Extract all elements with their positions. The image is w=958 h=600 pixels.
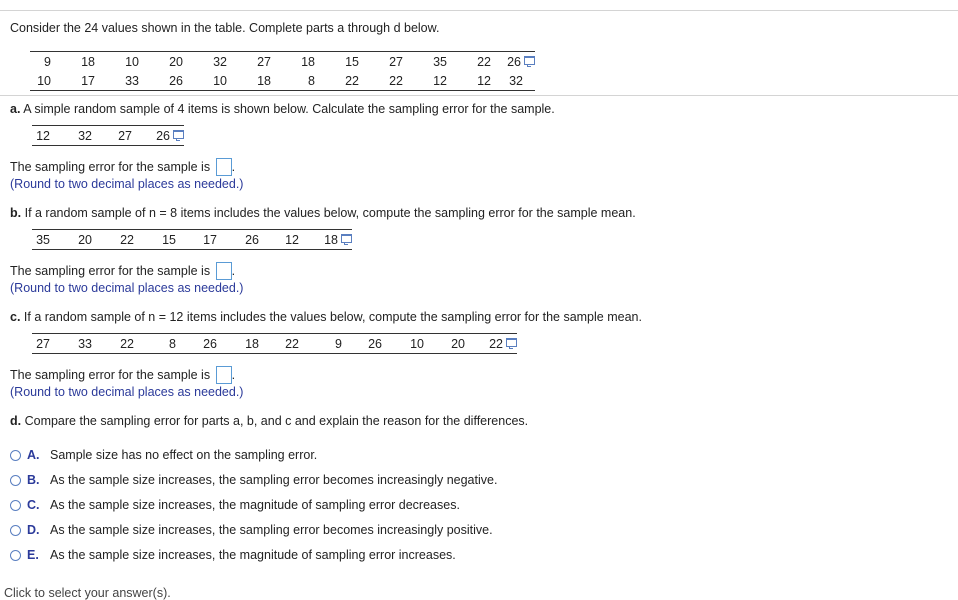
table-cell-value: 26 bbox=[507, 54, 521, 69]
part-b-rounding-note: (Round to two decimal places as needed.) bbox=[10, 281, 244, 295]
table-cell: 12 bbox=[259, 230, 299, 250]
part-a-answer-suffix: . bbox=[231, 160, 236, 174]
table-cell: 22 bbox=[359, 71, 403, 91]
part-c-answer-prompt: The sampling error for the sample is bbox=[10, 368, 211, 382]
option-letter: B. bbox=[27, 473, 40, 487]
table-cell: 20 bbox=[424, 334, 465, 354]
table-cell: 22 bbox=[92, 334, 134, 354]
part-b-sample-table bbox=[32, 229, 352, 250]
option-c[interactable] bbox=[10, 496, 460, 514]
table-cell: 22 bbox=[315, 71, 359, 91]
part-a-rounding-note: (Round to two decimal places as needed.) bbox=[10, 177, 244, 191]
part-a-answer-prompt: The sampling error for the sample is bbox=[10, 160, 211, 174]
option-d[interactable] bbox=[10, 521, 493, 539]
option-text: As the sample size increases, the sampling error becomes increasingly positive. bbox=[50, 523, 493, 537]
table-cell: 27 bbox=[227, 52, 271, 72]
option-text: Sample size has no effect on the sampling error. bbox=[50, 448, 318, 462]
part-b-answer-input[interactable] bbox=[216, 262, 232, 280]
copy-data-icon[interactable] bbox=[524, 56, 535, 65]
table-cell: 27 bbox=[92, 126, 132, 146]
part-d-question bbox=[10, 414, 528, 428]
part-c-answer-line bbox=[10, 366, 235, 384]
option-letter: C. bbox=[27, 498, 40, 512]
table-cell: 10 bbox=[382, 334, 424, 354]
part-a-label: a. bbox=[10, 102, 21, 116]
table-cell: 17 bbox=[176, 230, 217, 250]
table-cell: 33 bbox=[50, 334, 92, 354]
table-cell bbox=[465, 334, 517, 354]
copy-data-icon[interactable] bbox=[341, 234, 352, 243]
option-e[interactable] bbox=[10, 546, 456, 564]
table-cell bbox=[132, 126, 184, 146]
option-a[interactable] bbox=[10, 446, 317, 464]
table-cell: 22 bbox=[447, 52, 491, 72]
top-divider bbox=[0, 10, 958, 11]
table-cell: 8 bbox=[134, 334, 176, 354]
option-text: As the sample size increases, the magnitude of sampling error increases. bbox=[50, 548, 456, 562]
table-cell: 26 bbox=[217, 230, 259, 250]
part-d-label: d. bbox=[10, 414, 22, 428]
part-c-question bbox=[10, 310, 642, 324]
table-cell: 18 bbox=[51, 52, 95, 72]
table-cell: 22 bbox=[92, 230, 134, 250]
part-b-label: b. bbox=[10, 206, 22, 220]
table-row bbox=[32, 126, 184, 146]
table-cell: 12 bbox=[447, 71, 491, 91]
table-cell: 32 bbox=[491, 71, 535, 91]
table-cell-value: 18 bbox=[324, 232, 338, 247]
part-c-answer-input[interactable] bbox=[216, 366, 232, 384]
option-text: As the sample size increases, the sampling error becomes increasingly negative. bbox=[50, 473, 498, 487]
radio-button[interactable] bbox=[10, 450, 21, 461]
copy-data-icon[interactable] bbox=[506, 338, 517, 347]
part-b-question bbox=[10, 206, 636, 220]
table-cell-value: 22 bbox=[489, 336, 503, 351]
part-d-question-text: Compare the sampling error for parts a, b, and c and explain the reason for the differences. bbox=[24, 414, 529, 428]
option-b[interactable] bbox=[10, 471, 497, 489]
table-cell: 8 bbox=[271, 71, 315, 91]
part-a-sample-table bbox=[32, 125, 184, 146]
radio-button[interactable] bbox=[10, 500, 21, 511]
table-cell: 17 bbox=[51, 71, 95, 91]
table-cell: 15 bbox=[134, 230, 176, 250]
part-c-answer-suffix: . bbox=[231, 368, 236, 382]
table-cell: 20 bbox=[50, 230, 92, 250]
table-cell: 18 bbox=[227, 71, 271, 91]
part-c-label: c. bbox=[10, 310, 21, 324]
radio-button[interactable] bbox=[10, 475, 21, 486]
part-a-answer-line bbox=[10, 158, 235, 176]
table-cell: 10 bbox=[183, 71, 227, 91]
table-cell: 35 bbox=[403, 52, 447, 72]
table-cell: 33 bbox=[95, 71, 139, 91]
table-cell bbox=[491, 52, 535, 72]
section-divider bbox=[0, 95, 958, 96]
intro-text: Consider the 24 values shown in the table. Complete parts a through d below. bbox=[10, 21, 440, 35]
table-row bbox=[32, 334, 517, 354]
radio-button[interactable] bbox=[10, 550, 21, 561]
table-cell bbox=[299, 230, 352, 250]
table-row bbox=[30, 52, 535, 72]
table-cell: 9 bbox=[299, 334, 342, 354]
table-cell-value: 26 bbox=[156, 128, 170, 143]
option-letter: D. bbox=[27, 523, 40, 537]
copy-data-icon[interactable] bbox=[173, 130, 184, 139]
table-cell: 22 bbox=[259, 334, 299, 354]
table-cell: 32 bbox=[183, 52, 227, 72]
table-row bbox=[30, 71, 535, 91]
option-letter: A. bbox=[27, 448, 40, 462]
table-row bbox=[32, 230, 352, 250]
part-c-question-text: If a random sample of n = 12 items includes the values below, compute the sampling error for the sample mean. bbox=[23, 310, 642, 324]
table-cell: 15 bbox=[315, 52, 359, 72]
table-cell: 12 bbox=[403, 71, 447, 91]
footer-instruction: Click to select your answer(s). bbox=[4, 586, 171, 600]
table-cell: 12 bbox=[32, 126, 50, 146]
part-a-question-text: A simple random sample of 4 items is shown below. Calculate the sampling error for the sample. bbox=[23, 102, 555, 116]
part-a-question bbox=[10, 102, 555, 116]
table-cell: 20 bbox=[139, 52, 183, 72]
part-c-rounding-note: (Round to two decimal places as needed.) bbox=[10, 385, 244, 399]
table-cell: 35 bbox=[32, 230, 50, 250]
part-a-answer-input[interactable] bbox=[216, 158, 232, 176]
option-text: As the sample size increases, the magnitude of sampling error decreases. bbox=[50, 498, 460, 512]
table-cell: 10 bbox=[30, 71, 51, 91]
table-cell: 10 bbox=[95, 52, 139, 72]
part-b-answer-line bbox=[10, 262, 235, 280]
radio-button[interactable] bbox=[10, 525, 21, 536]
option-letter: E. bbox=[27, 548, 39, 562]
part-b-question-text: If a random sample of n = 8 items includes the values below, compute the sampling error for the sample mean. bbox=[24, 206, 636, 220]
part-b-answer-suffix: . bbox=[231, 264, 236, 278]
table-cell: 18 bbox=[271, 52, 315, 72]
table-cell: 26 bbox=[342, 334, 382, 354]
table-cell: 18 bbox=[217, 334, 259, 354]
table-cell: 27 bbox=[32, 334, 50, 354]
main-data-table bbox=[30, 51, 535, 91]
table-cell: 26 bbox=[176, 334, 217, 354]
table-cell: 27 bbox=[359, 52, 403, 72]
table-cell: 32 bbox=[50, 126, 92, 146]
part-c-sample-table bbox=[32, 333, 517, 354]
part-b-answer-prompt: The sampling error for the sample is bbox=[10, 264, 211, 278]
table-cell: 9 bbox=[30, 52, 51, 72]
table-cell: 26 bbox=[139, 71, 183, 91]
